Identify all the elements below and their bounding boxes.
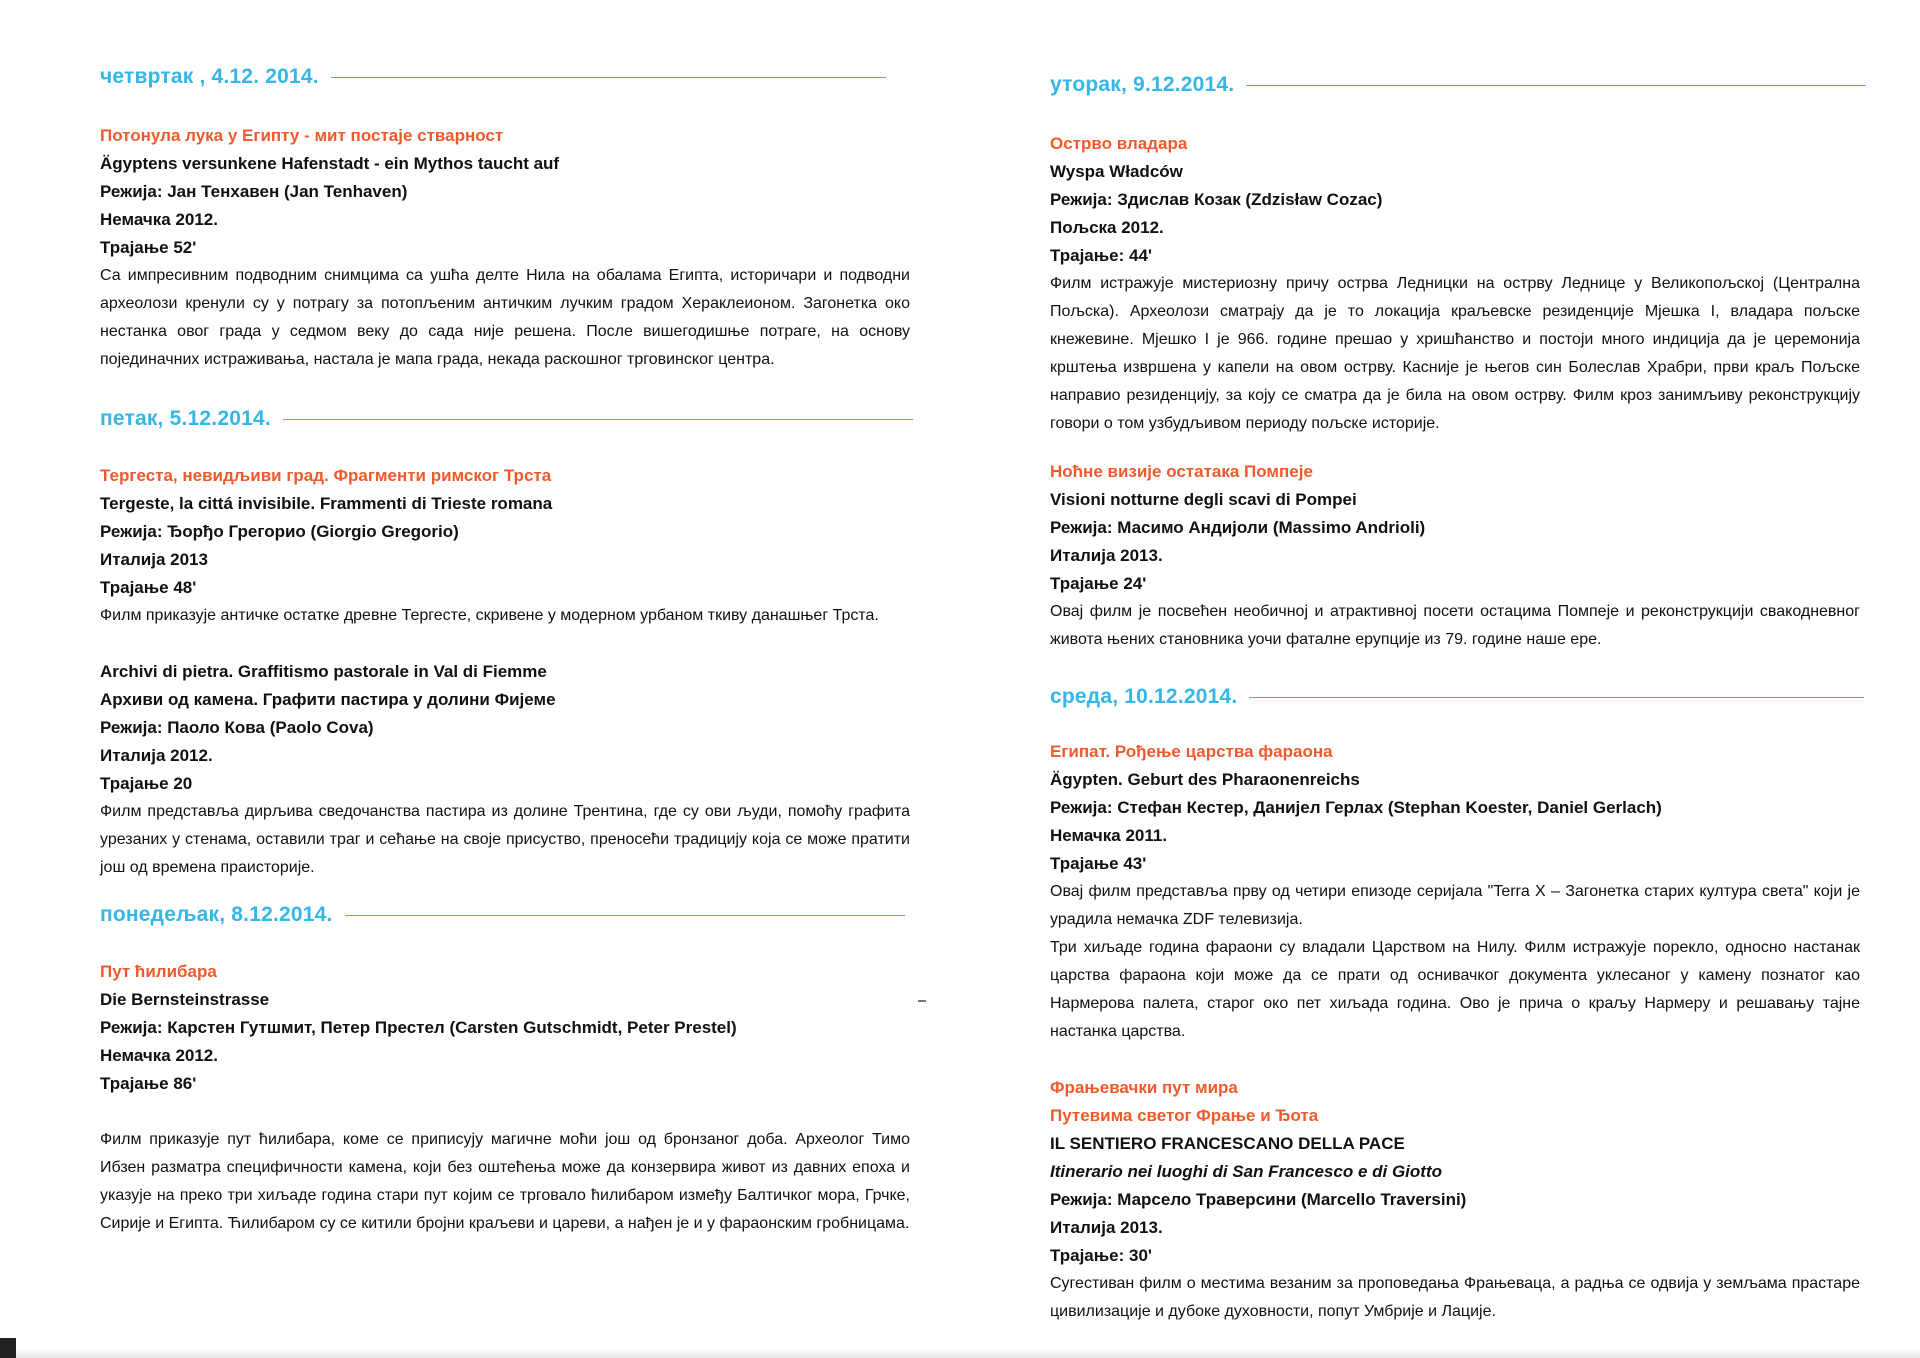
date-divider [283,419,913,420]
date-divider [345,915,905,916]
film-entry [1050,130,1860,438]
date-text: понедељак, 8.12.2014. [100,903,333,926]
film-description: Филм истражује мистериозну причу острва Ледницки на острву Леднице у Великопољској (Централна Пољска). Археолози сматрају да је то локација краљевске резиденције Мјешка I, владара пољске кнежевине. Мјешко I је 966. године прешао у хришћанство и постоји много индиција да је церемонија крштења извршена у капели на овом острву. Касније је његов син Болеслав Храбри, први краљ Пољске направио резиденцију, за коју се сматра да је била на овом острву. Филм кроз занимљиву реконструкцију говори о том узбудљивом периоду пољске историје. [1050,275,1860,432]
film-original-title: Visioni notturne degli scavi di Pompei [1050,490,1357,509]
film-entry [100,658,910,882]
film-subtitle: Путевима светог Фрање и Ђота [1050,1106,1319,1125]
film-title: Тергеста, невидљиви град. Фрагменти римског Трста [100,466,552,485]
date-text: петак, 5.12.2014. [100,407,271,430]
film-duration: Трајање: 44' [1050,246,1152,265]
film-entry [100,122,910,374]
film-entry [1050,1074,1860,1326]
film-description: Сугестиван филм о местима везаним за проповедања Фрањеваца, а радња се одвија у земљама прастаре цивилизације и дубоке духовности, попут Умбрије и Лације. [1050,1275,1860,1320]
film-duration: Трајање 52' [100,238,197,257]
film-description: Филм приказује пут ћилибара, коме се приписују магичне моћи још од бронзаног доба. Археолог Тимо Ибзен разматра специфичности камена, који без оштећења може да конзервира живот из давних епоха и указује на преко три хиљаде година стари пут којим се трговало ћилибаром између Балтичког мора, Грчке, Сирије и Египта. Ћилибаром су се китили бројни краљеви и цареви, а нађен је и у фараонским гробницама. [100,1131,910,1232]
film-director: Режија: Марсело Траверсини (Marcello Traversini) [1050,1190,1467,1209]
film-duration: Трајање 86' [100,1074,197,1093]
scan-edge-shadow [0,1348,1920,1358]
film-description: Три хиљаде година фараони су владали Царством на Нилу. Филм истражује порекло, односно настанак царства фараона који може да се прати од оснивачког документа уклесаног у камену познатог као Нармерова палета, старог око пет хиљада година. Ово је прича о краљу Нармеру и решавању тајне настанка царства. [1050,939,1860,1040]
film-duration: Трајање 24' [1050,574,1147,593]
film-original-subtitle: Itinerario nei luoghi di San Francesco e di Giotto [1050,1162,1442,1181]
date-heading [1050,70,1860,100]
film-entry [100,462,910,630]
film-title: Острво владара [1050,134,1188,153]
film-original-title: Wyspa Władców [1050,162,1183,181]
film-duration: Трајање 20 [100,774,193,793]
date-text: четвртак , 4.12. 2014. [100,65,319,88]
film-description: Овај филм представља прву од четири епизоде серијала "Terra X – Загонетка старих култура света" који је урадила немачка ZDF телевизија. [1050,883,1860,928]
film-description: Овај филм је посвећен необичној и атрактивној посети остацима Помпеје и реконструкцији свакодневног живота њених становника уочи фаталне ерупције из 79. године наше ере. [1050,603,1860,648]
film-country-year: Италија 2013 [100,550,208,569]
film-title: Фрањевачки пут мира [1050,1078,1238,1097]
film-director: Режија: Паоло Кова (Paolo Cova) [100,718,374,737]
date-divider [1249,697,1864,698]
film-director: Режија: Карстен Гутшмит, Петер Престел (Carsten Gutschmidt, Peter Prestel) [100,1018,737,1037]
film-original-title: Archivi di pietra. Graffitismo pastorale in Val di Fiemme [100,662,547,681]
film-entry [1050,458,1860,654]
scan-speck [918,1000,926,1002]
film-country-year: Италија 2012. [100,746,213,765]
film-entry [1050,738,1860,1046]
film-country-year: Немачка 2011. [1050,826,1168,845]
film-original-title: Die Bernsteinstrasse [100,990,270,1009]
film-entry [100,958,910,1238]
film-title: Потонула лука у Египту - мит постаје стварност [100,126,504,145]
film-director: Режија: Масимо Андиjоли (Massimo Andrioli) [1050,518,1426,537]
film-original-title: Ägypten. Geburt des Pharaonenreichs [1050,770,1360,789]
film-title: Пут ћилибара [100,962,217,981]
scan-corner-mark [0,1338,16,1358]
film-title: Архиви од камена. Графити пастира у долини Фијеме [100,690,556,709]
film-description: Филм представља дирљива сведочанства пастира из долине Трентина, где су ови људи, помоћу графита урезаних у стенама, оставили траг и сећање на своје присуство, преносећи традицију која се може пратити још од времена праисторије. [100,803,910,876]
date-heading [100,62,910,92]
date-heading [1050,682,1860,712]
film-director: Режија: Здислав Козак (Zdzisław Cozac) [1050,190,1383,209]
film-country-year: Немачка 2012. [100,1046,218,1065]
film-director: Режија: Јан Тенхавен (Jan Tenhaven) [100,182,408,201]
film-duration: Трајање 43' [1050,854,1147,873]
date-text: уторак, 9.12.2014. [1050,73,1235,96]
film-original-title: Tergeste, la cittá invisibile. Frammenti di Trieste romana [100,494,553,513]
film-director: Режија: Стефан Кестер, Данијел Герлах (Stephan Koester, Daniel Gerlach) [1050,798,1662,817]
date-divider [1246,85,1866,86]
date-text: среда, 10.12.2014. [1050,685,1238,708]
film-country-year: Немачка 2012. [100,210,218,229]
film-country-year: Италија 2013. [1050,546,1163,565]
film-title: Египат. Рођење царства фараона [1050,742,1333,761]
film-director: Режија: Ђорђо Грегорио (Giorgio Gregorio) [100,522,459,541]
film-original-title: Ägyptens versunkene Hafenstadt - ein Mythos taucht auf [100,154,560,173]
date-heading [100,900,910,930]
film-description: Са импресивним подводним снимцима са ушћа делте Нила на обалама Египта, историчари и подводни археолози кренули су у потрагу за потопљеним античким лучким градом Хераклеионом. Загонетка око нестанка овог града у седмом веку до сада није решена. После вишегодишње потраге, на основу појединачних истраживања, настала је мапа града, некада раскошног трговинског центра. [100,267,910,368]
film-country-year: Пољска 2012. [1050,218,1164,237]
film-country-year: Италија 2013. [1050,1218,1163,1237]
film-description: Филм приказује античке остатке древне Тергесте, скривене у модерном урбаном ткиву данашњег Трста. [100,607,879,624]
film-duration: Трајање 48' [100,578,197,597]
date-heading [100,404,910,434]
film-title: Ноћне визије остатака Помпеје [1050,462,1313,481]
film-duration: Трајање: 30' [1050,1246,1152,1265]
film-original-title: IL SENTIERO FRANCESCANO DELLA PACE [1050,1134,1405,1153]
date-divider [331,77,886,78]
